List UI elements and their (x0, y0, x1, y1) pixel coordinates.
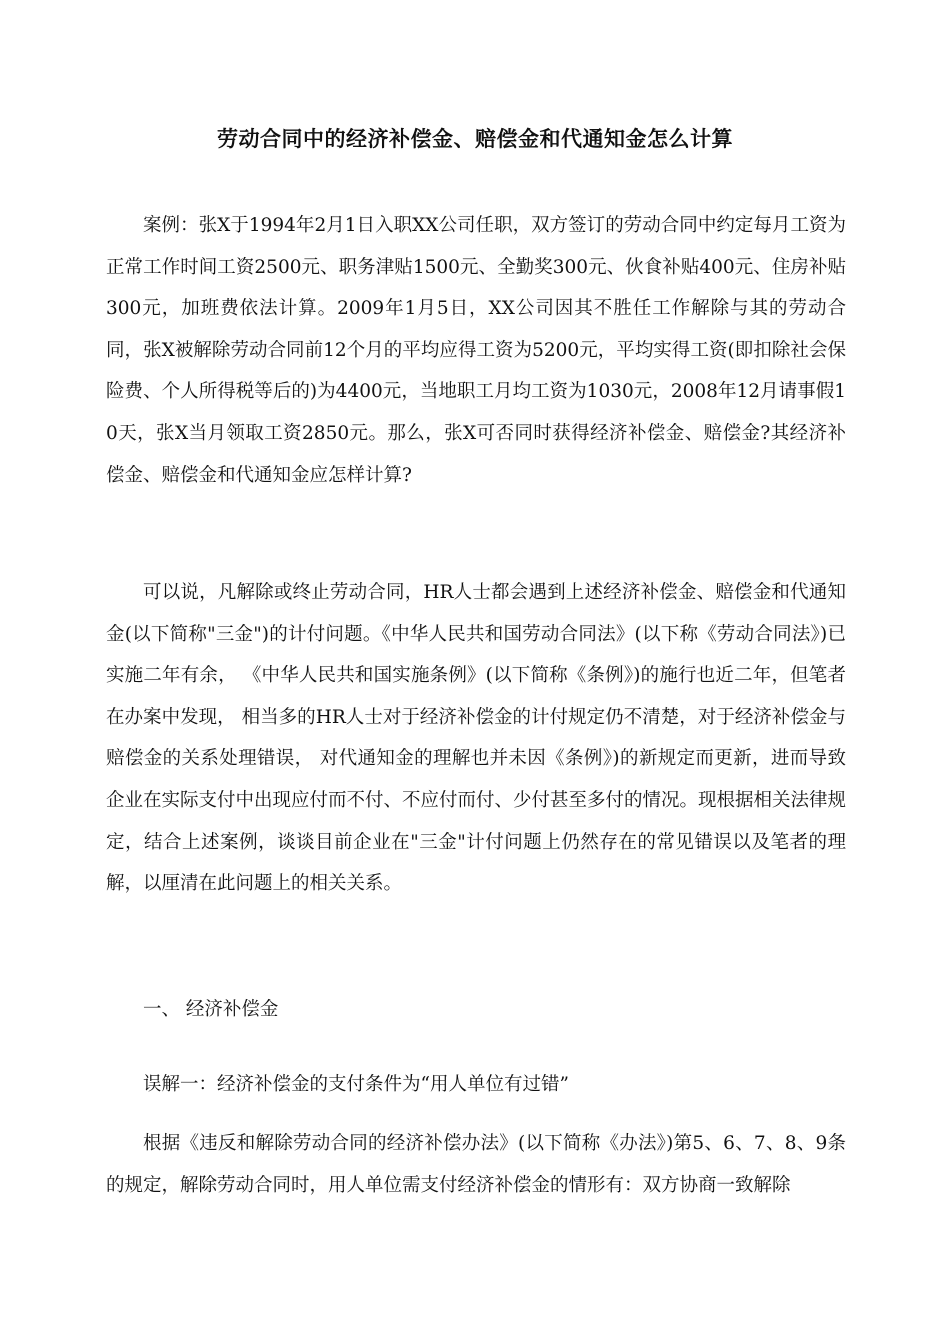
document-title: 劳动合同中的经济补偿金、赔偿金和代通知金怎么计算 (217, 126, 733, 151)
intro-paragraph: 可以说，凡解除或终止劳动合同，HR人士都会遇到上述经济补偿金、赔偿金和代通知金(以下简称"三金")的计付问题。《中华人民共和国劳动合同法》(以下称《劳动合同法》)已实施二年有余， 《中华人民共和国实施条例》(以下简称《条例》)的施行也近二年，但笔者在办案中发现， 相当多的HR人士对于经济补偿金的计付规定仍不清楚，对于经济补偿金与赔偿金的关系处理错误， 对代通知金的理解也并未因《条例》)的新规定而更新，进而导致企业在实际支付中出现应付而不付、不应付而付、少付甚至多付的情况。现根据相关法律规定，结合上述案例，谈谈目前企业在"三金"计付问题上仍然存在的常见错误以及笔者的理解，以厘清在此问题上的相关关系。 (106, 582, 847, 895)
misreading-heading: 误解一：经济补偿金的支付条件为“用人单位有过错” (143, 1074, 569, 1095)
basis-paragraph: 根据《违反和解除劳动合同的经济补偿办法》(以下简称《办法》)第5、6、7、8、9条的规定，解除劳动合同时，用人单位需支付经济补偿金的情形有：双方协商一致解除 (106, 1133, 846, 1196)
case-paragraph: 案例：张X于1994年2月1日入职XX公司任职，双方签订的劳动合同中约定每月工资为正常工作时间工资2500元、职务津贴1500元、全勤奖300元、伙食补贴400元、住房补贴300元，加班费依法计算。2009年1月5日，XX公司因其不胜任工作解除与其的劳动合同，张X被解除劳动合同前12个月的平均应得工资为5200元，平均实得工资(即扣除社会保险费、个人所得税等后的)为4400元，当地职工月均工资为1030元，2008年12月请事假10天，张X当月领取工资2850元。那么，张X可否同时获得经济补偿金、赔偿金?其经济补偿金、赔偿金和代通知金应怎样计算? (106, 215, 846, 486)
section-heading: 一、 经济补偿金 (143, 999, 279, 1020)
